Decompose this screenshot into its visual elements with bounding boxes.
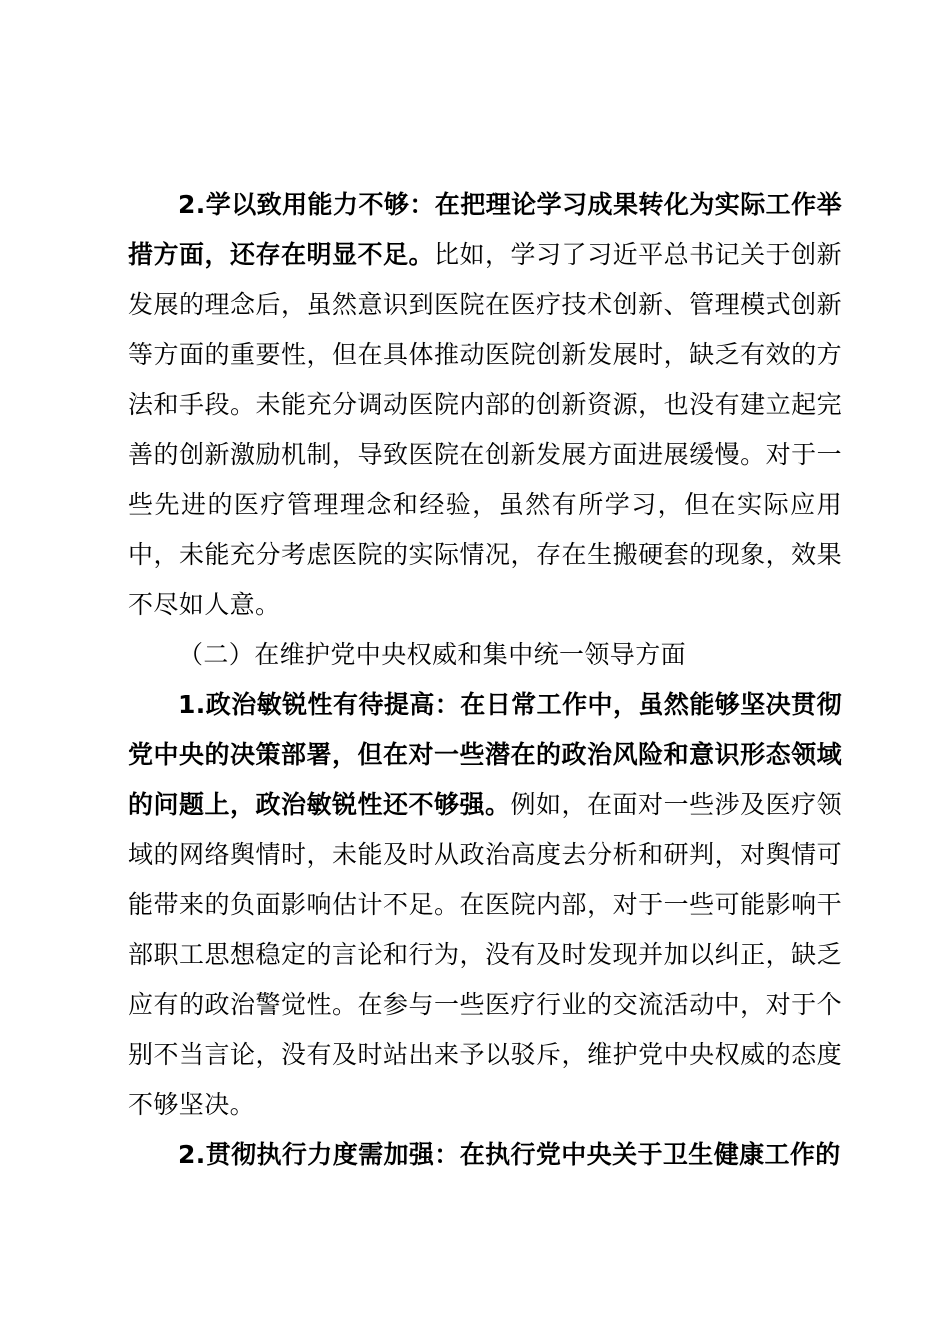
paragraph-political-sensitivity [128, 680, 842, 1130]
paragraph-lead-bold: 2.学以致用能力不够：在把理论学习成果转化为实际工作举措方面，还存在明显不足。 [128, 190, 842, 269]
paragraph-body-text: 例如，在面对一些涉及医疗领域的网络舆情时，未能及时从政治高度去分析和研判，对舆情可能带来的负面影响估计不足。在医院内部，对于一些可能影响干部职工思想稳定的言论和行为，没有及时发现并加以纠正，缺乏应有的政治警觉性。在参与一些医疗行业的交流活动中，对于个别不当言论，没有及时站出来予以驳斥，维护党中央权威的态度不够坚决。 [128, 790, 842, 1119]
paragraph-lead-bold: 1.政治敏锐性有待提高：在日常工作中，虽然能够坚决贯彻党中央的决策部署，但在对一些潜在的政治风险和意识形态领域的问题上，政治敏锐性还不够强。 [128, 690, 842, 819]
paragraph-body-text: 比如，学习了习近平总书记关于创新发展的理念后，虽然意识到医院在医疗技术创新、管理模式创新等方面的重要性，但在具体推动医院创新发展时，缺乏有效的方法和手段。未能充分调动医院内部的创新资源，也没有建立起完善的创新激励机制，导致医院在创新发展方面进展缓慢。对于一些先进的医疗管理理念和经验，虽然有所学习，但在实际应用中，未能充分考虑医院的实际情况，存在生搬硬套的现象，效果不尽如人意。 [128, 240, 842, 619]
document-body [128, 180, 842, 1180]
section-heading: （二）在维护党中央权威和集中统一领导方面 [178, 640, 687, 669]
paragraph-application-ability [128, 180, 842, 630]
paragraph-lead-bold: 2.贯彻执行力度需加强：在执行党中央关于卫生健康工作的 [178, 1140, 841, 1169]
paragraph-execution-strength [128, 1130, 842, 1180]
